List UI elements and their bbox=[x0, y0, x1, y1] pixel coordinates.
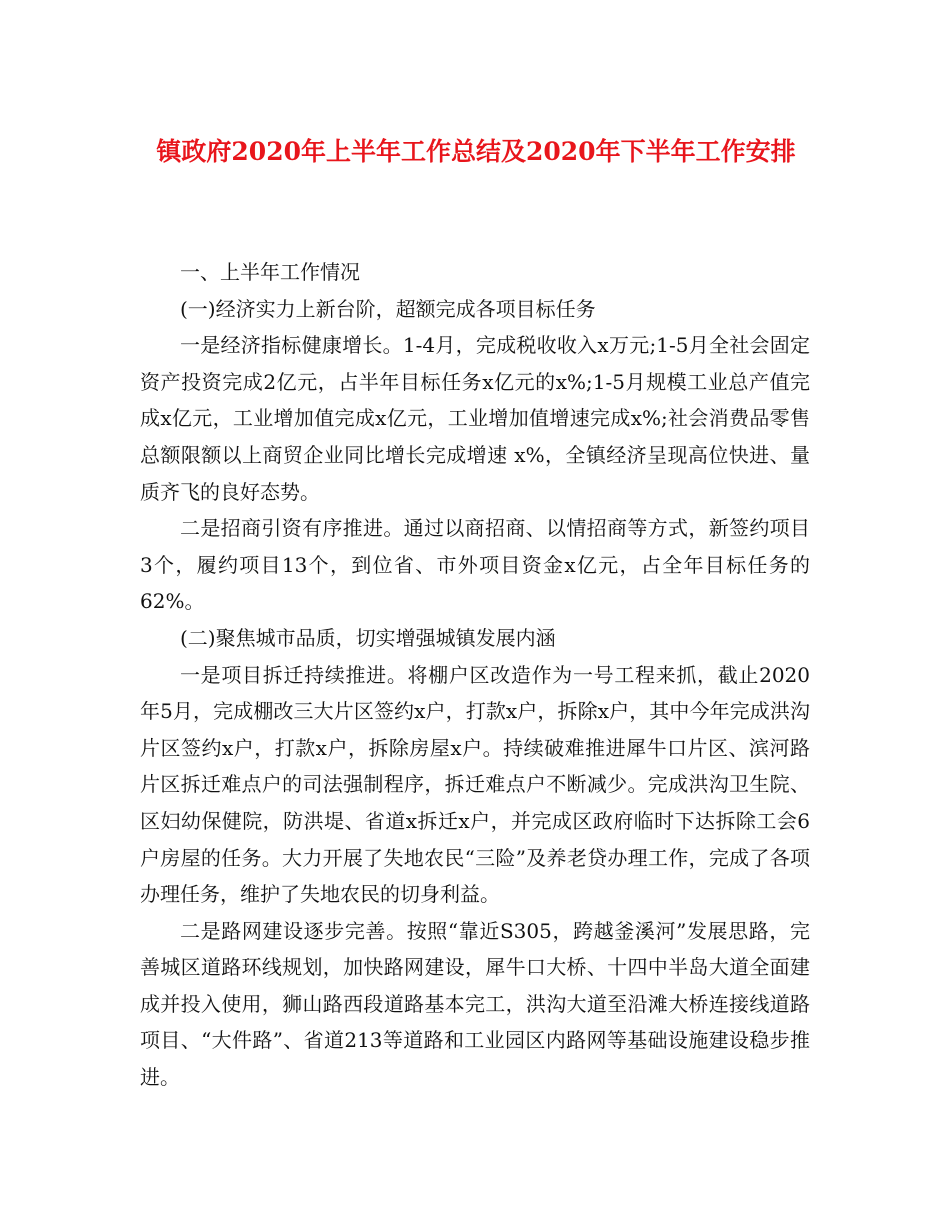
section-heading: 一、上半年工作情况 bbox=[180, 260, 360, 284]
subsection-heading: (一)经济实力上新台阶，超额完成各项目标任务 bbox=[180, 296, 596, 321]
subsection-heading: (二)聚焦城市品质，切实增强城镇发展内涵 bbox=[180, 625, 556, 650]
body-paragraph: 二是招商引资有序推进。通过以商招商、以情招商等方式，新签约项目3个，履约项目13个，到位省、市外项目资金x亿元，占全年目标任务的62%。 bbox=[140, 516, 810, 614]
document-body bbox=[140, 254, 810, 1096]
body-paragraph: 二是路网建设逐步完善。按照“靠近S305，跨越釜溪河”发展思路，完善城区道路环线规划，加快路网建设，犀牛口大桥、十四中半岛大道全面建成并投入使用，狮山路西段道路基本完工，洪沟大道至沿滩大桥连接线道路项目、“大件路”、省道213等道路和工业园区内路网等基础设施建设稳步推进。 bbox=[140, 918, 810, 1090]
document-title: 镇政府2020年上半年工作总结及2020年下半年工作安排 bbox=[156, 137, 796, 166]
body-paragraph: 一是项目拆迁持续推进。将棚户区改造作为一号工程来抓，截止2020年5月，完成棚改三大片区签约x户，打款x户，拆除x户，其中今年完成洪沟片区签约x户，打款x户，拆除房屋x户。持续破难推进犀牛口片区、滨河路片区拆迁难点户的司法强制程序，拆迁难点户不断减少。完成洪沟卫生院、区妇幼保健院，防洪堤、省道x拆迁x户，并完成区政府临时下达拆除工会6户房屋的任务。大力开展了失地农民“三险”及养老贷办理工作，完成了各项办理任务，维护了失地农民的切身利益。 bbox=[140, 662, 810, 907]
body-paragraph: 一是经济指标健康增长。1-4月，完成税收收入x万元;1-5月全社会固定资产投资完成2亿元，占半年目标任务x亿元的x%;1-5月规模工业总产值完成x亿元，工业增加值完成x亿元，工业增加值增速完成x%;社会消费品零售总额限额以上商贸企业同比增长完成增速 x%，全镇经济呈现高位快进、量质齐飞的良好态势。 bbox=[140, 333, 810, 504]
